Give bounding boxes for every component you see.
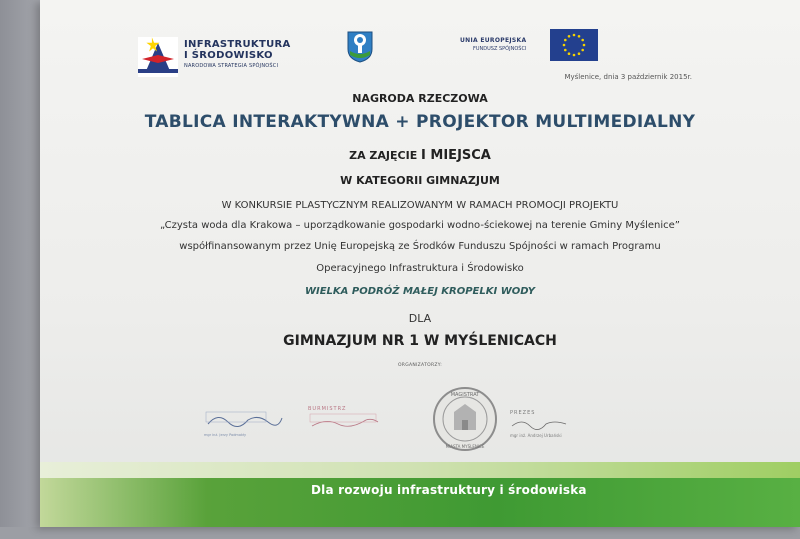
program-name: Operacyjnego Infrastruktura i Środowisko (316, 263, 524, 274)
signature-4 (510, 410, 570, 438)
signature-1-name: mgr inż. Jerzy Podmokły (204, 433, 247, 437)
award-type: NAGRODA RZECZOWA (352, 92, 488, 105)
infrastruktura-logo (138, 37, 328, 77)
infra-subtitle: NARODOWA STRATEGIA SPÓJNOŚCI (184, 63, 279, 69)
seal-top-text: MAGISTRAT (450, 392, 480, 398)
eu-flag-icon (550, 29, 598, 61)
project-name: „Czysta woda dla Krakowa – uporządkowanie gospodarki wodno-ściekowej na terenie Gminy Myślenice” (160, 220, 680, 231)
certificate-paper (40, 0, 800, 527)
seal-bottom-text: MIASTA MYŚLENICE (445, 444, 485, 449)
place-prefix: ZA ZAJĘCIE (349, 149, 422, 162)
infra-title-line1: INFRASTRUKTURA (184, 39, 291, 50)
ue-fund: FUNDUSZ SPÓJNOŚCI (473, 46, 527, 52)
infra-star-icon (138, 37, 178, 77)
place-value: I MIEJSCA (421, 148, 491, 163)
background-left (0, 0, 40, 539)
signature-2 (308, 406, 380, 433)
infra-title-line2: I ŚRODOWISKO (184, 50, 273, 61)
cofinancing-text: współfinansowanym przez Unię Europejską ze Środków Funduszu Spójności w ramach Programu (179, 241, 661, 252)
footer-tagline: Dla rozwoju infrastruktury i środowiska (311, 483, 587, 497)
myslenice-crest-icon (347, 31, 373, 63)
signature-1 (204, 410, 284, 437)
for-label: DLA (408, 312, 432, 325)
category: W KATEGORII GIMNAZJUM (340, 174, 500, 187)
signature-4-stroke (510, 416, 570, 432)
signature-4-name: mgr inż. Andrzej Urbański (510, 433, 562, 438)
prize-title: TABLICA INTERAKTYWNA + PROJEKTOR MULTIMEDIALNY (144, 112, 696, 132)
recipient-school: GIMNAZJUM NR 1 W MYŚLENICACH (283, 333, 557, 349)
background-bottom (0, 527, 800, 539)
signature-2-title: BURMISTRZ (308, 406, 347, 412)
signature-2-stroke (308, 412, 380, 432)
footer-stripe (40, 462, 800, 478)
organizers-label: ORGANIZATORZY: (397, 363, 443, 368)
place-line (40, 148, 800, 163)
signature-1-stroke (204, 410, 284, 432)
contest-title: WIELKA PODRÓŻ MAŁEJ KROPELKI WODY (304, 286, 536, 297)
signature-4-title: PREZES (510, 410, 536, 416)
ue-title: UNIA EUROPEJSKA (460, 37, 527, 44)
official-seal-icon (432, 386, 498, 452)
issue-date: Myślenice, dnia 3 październik 2015r. (564, 73, 692, 81)
signatures-area (40, 380, 800, 460)
contest-description: W KONKURSIE PLASTYCZNYM REALIZOWANYM W RAMACH PROMOCJI PROJEKTU (221, 200, 619, 211)
